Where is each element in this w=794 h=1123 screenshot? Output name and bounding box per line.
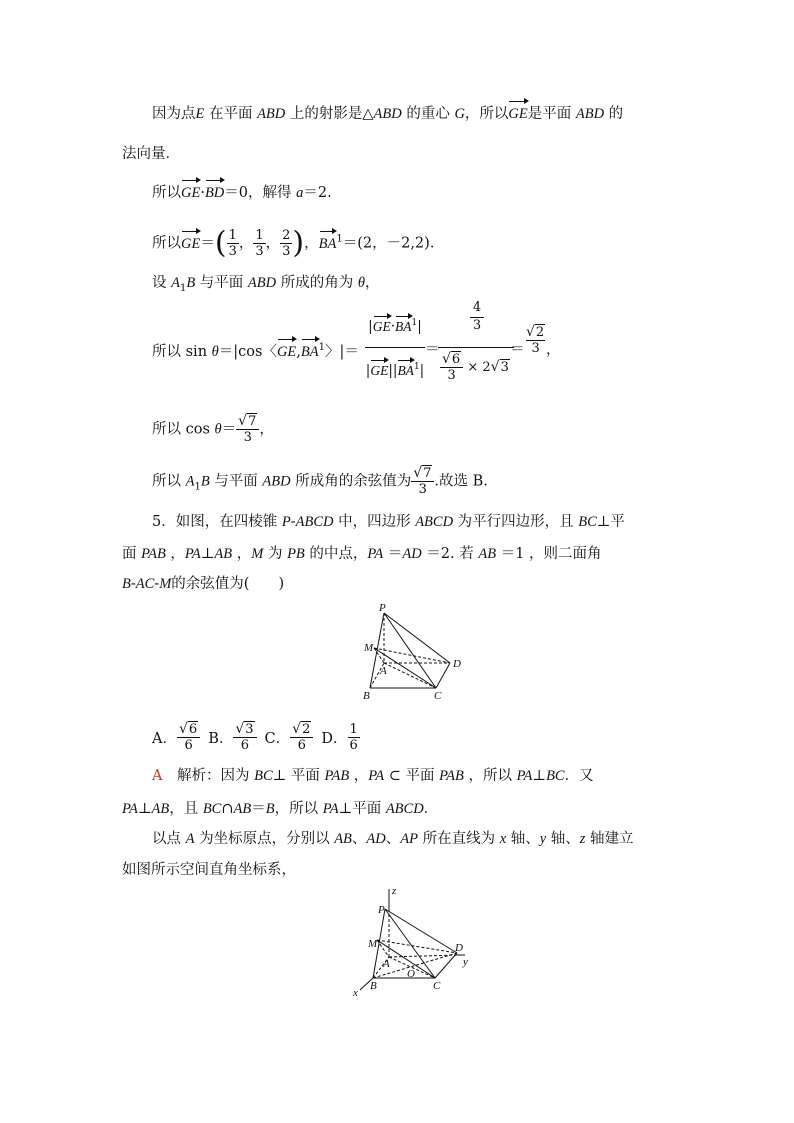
text-line-2: 法向量． <box>122 146 180 162</box>
option-d[interactable]: D． $\frac{1}{6}$ <box>321 721 358 753</box>
text-line-4: 所以GE＝( $\frac{1}{3}$ ， $\frac{1}{3}$ ， $\frac{2}{3}$ )，$BA^1=(2$，－2,2)． <box>152 225 445 261</box>
solution-line-2: PA⊥AB，且 BC∩AB＝B，所以 PA⊥平面 ABCD． <box>122 801 439 817</box>
pyramid-figure-1 <box>352 600 472 710</box>
compound-numerator: 4 3 <box>446 300 508 333</box>
label-C: C <box>434 690 442 702</box>
option-b[interactable]: B． $\frac{√3}{6}$ <box>208 722 256 753</box>
label-O: O <box>407 968 415 980</box>
solution-line-1: A 解析：因为 BC⊥ 平面 PAB ，PA ⊂ 平面 PAB ，所以 PA⊥BC．又 <box>152 768 594 784</box>
vector-ba1: BA <box>318 235 337 252</box>
result-fraction: √2 3 <box>526 324 545 356</box>
sin-theta-formula: 所以 sin θ＝|cos〈$GE,BA^1$〉|＝ <box>152 342 359 360</box>
fraction: $\frac{2}{3}$ <box>282 228 291 259</box>
vector-bd: BD <box>204 185 225 201</box>
fraction-bar <box>365 347 425 348</box>
label-C: C <box>433 980 441 992</box>
conclusion-line: 所以 $A_1B$ 与平面 ABD 所成角的余弦值为 $\frac{√7}{3}$ .故选 B. <box>152 465 488 497</box>
coordinate-figure-2 <box>345 885 480 1000</box>
label-D: D <box>453 658 461 670</box>
text-line-3: 所以GE·BD＝0，解得 a＝2. <box>152 185 332 201</box>
text-line-1: 因为点E 在平面 ABD 上的射影是△ABD 的重心 G，所以GE是平面 ABD 的 <box>152 106 624 122</box>
solution-line-4: 如图所示空间直角坐标系， <box>122 862 296 878</box>
answer-options <box>152 715 360 759</box>
axis-label-y: y <box>463 956 468 968</box>
fraction-bar <box>438 347 514 348</box>
label-B: B <box>363 690 370 702</box>
fraction: $\frac{1}{3}$ <box>255 228 264 259</box>
vector-ge: GE <box>181 185 201 201</box>
label-M: M <box>364 642 374 654</box>
label-A: A <box>383 958 390 970</box>
compound-denominator: $\frac{√6}{3}$ × 2√3 <box>442 351 509 383</box>
label-B: B <box>370 980 377 992</box>
option-c[interactable]: C． $\frac{√2}{6}$ <box>265 722 314 753</box>
question-5-line-3: B-AC-M的余弦值为( ) <box>122 576 285 592</box>
option-a[interactable]: A． $\frac{√6}{6}$ <box>152 722 200 753</box>
fraction: $\frac{1}{3}$ <box>228 228 237 259</box>
label-A: A <box>380 665 387 677</box>
solution-line-3: 以点 A 为坐标原点，分别以 AB、AD、AP 所在直线为 x 轴、y 轴、z 轴建立 <box>152 831 634 847</box>
label-M: M <box>368 938 378 950</box>
axis-label-x: x <box>353 987 358 999</box>
cos-theta-line: 所以 cos θ＝ $\frac{√7}{3}$ ， <box>152 413 274 445</box>
axis-label-z: z <box>392 885 397 897</box>
answer-letter: A <box>152 768 163 784</box>
vector-ge: GE <box>181 235 201 252</box>
label-D: D <box>455 942 463 954</box>
text-line-5: 设 $A_1B$ 与平面 ABD 所成的角为 θ， <box>152 275 380 294</box>
formula-numerator: $|GE\cdot BA^1|$ <box>368 318 422 335</box>
label-P: P <box>378 904 385 916</box>
question-5-line-2: 面 PAB ，PA⊥AB ，M 为 PB 的中点，PA ＝AD ＝2. 若 AB ＝1 ，则二面角 <box>122 546 602 562</box>
vector-ge: GE <box>508 106 528 122</box>
label-P: P <box>379 602 386 614</box>
question-5-line-1: 5．如图，在四棱锥 P-ABCD 中，四边形 ABCD 为平行四边形，且 BC⊥平 <box>152 514 625 530</box>
formula-denominator: $|GE||BA^1|$ <box>365 362 425 379</box>
